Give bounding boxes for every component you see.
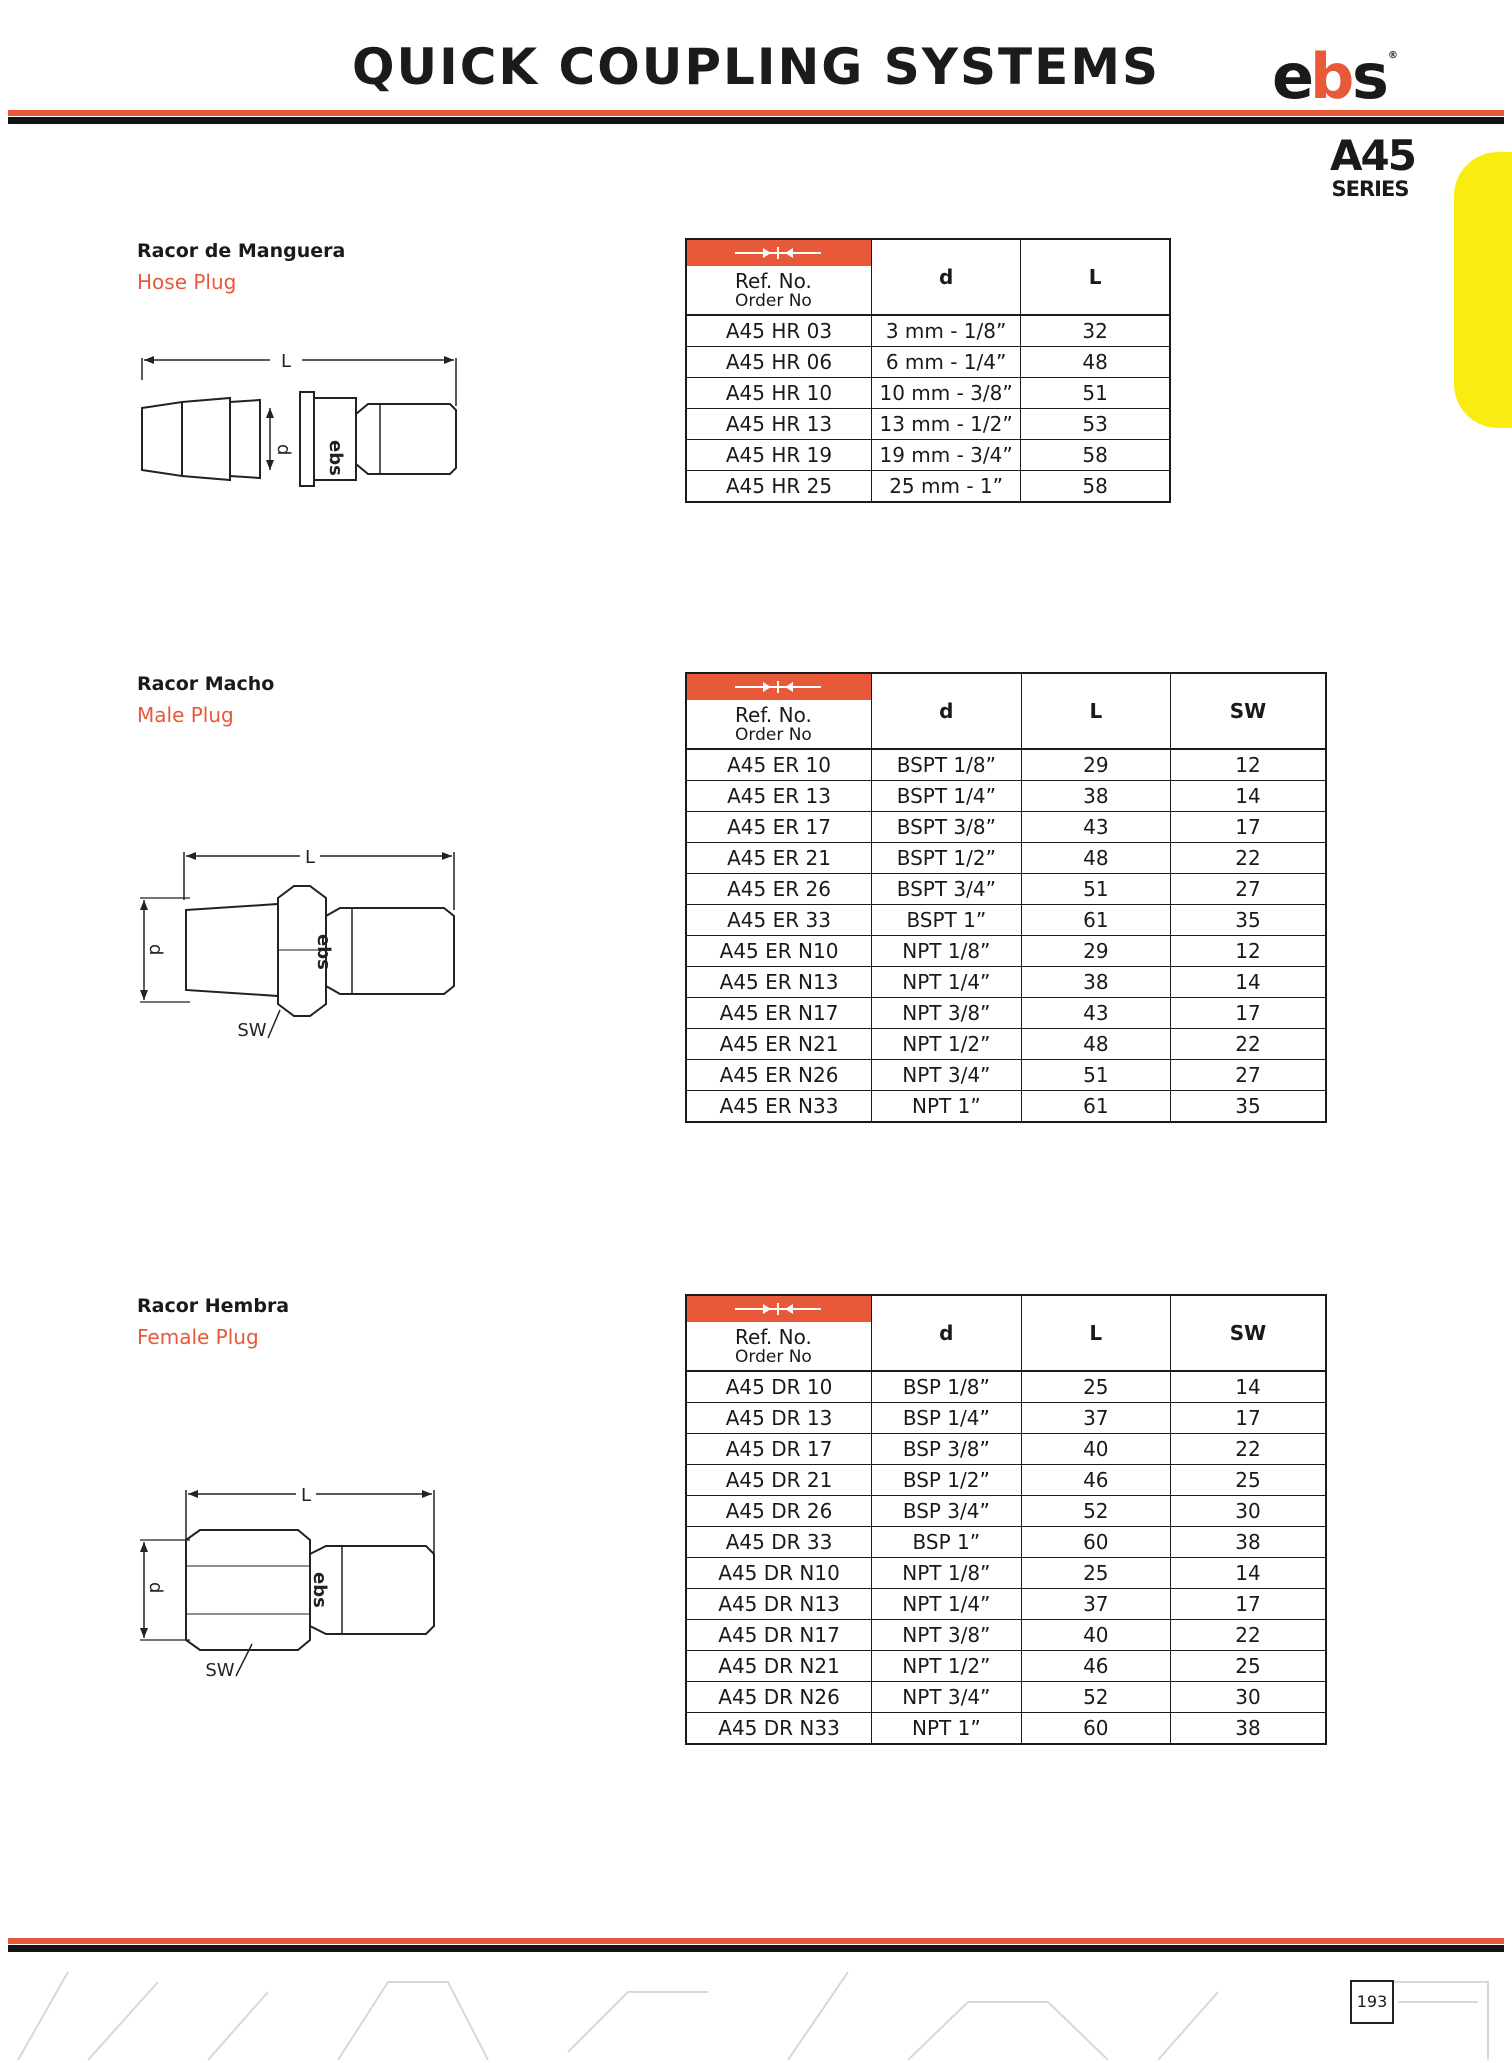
table-row bbox=[686, 471, 1170, 503]
cell-ref: A45 DR 21 bbox=[686, 1465, 872, 1496]
cell-l: 51 bbox=[1021, 378, 1170, 409]
ref-label: Ref. No. bbox=[735, 1325, 812, 1349]
ref-label: Ref. No. bbox=[735, 269, 812, 293]
cell-d: 6 mm - 1/4” bbox=[871, 347, 1020, 378]
cell-d: NPT 1/4” bbox=[872, 967, 1022, 998]
cell-d: NPT 1/4” bbox=[872, 1589, 1022, 1620]
table-row bbox=[686, 347, 1170, 378]
table-row bbox=[686, 843, 1326, 874]
cell-l: 52 bbox=[1021, 1682, 1170, 1713]
cell-d: NPT 3/8” bbox=[872, 1620, 1022, 1651]
table-row bbox=[686, 1465, 1326, 1496]
cell-ref: A45 ER 26 bbox=[686, 874, 872, 905]
cell-ref: A45 ER 33 bbox=[686, 905, 872, 936]
order-label: Order No bbox=[735, 291, 812, 311]
cell-sw: 30 bbox=[1171, 1682, 1326, 1713]
cell-d: BSPT 1” bbox=[872, 905, 1022, 936]
col-header-L: L bbox=[1021, 239, 1170, 315]
cell-sw: 22 bbox=[1171, 1434, 1326, 1465]
cell-sw: 25 bbox=[1171, 1465, 1326, 1496]
cell-sw: 38 bbox=[1171, 1713, 1326, 1745]
cell-ref: A45 ER N13 bbox=[686, 967, 872, 998]
cell-d: BSPT 1/8” bbox=[872, 749, 1022, 781]
table-row bbox=[686, 440, 1170, 471]
cell-d: BSP 1/4” bbox=[872, 1403, 1022, 1434]
cell-d: BSPT 3/8” bbox=[872, 812, 1022, 843]
table-row bbox=[686, 1403, 1326, 1434]
cell-ref: A45 HR 13 bbox=[686, 409, 871, 440]
dim-L-label: L bbox=[300, 1485, 312, 1506]
svg-text:e: e bbox=[1272, 40, 1309, 110]
cell-sw: 38 bbox=[1171, 1527, 1326, 1558]
cell-ref: A45 ER N26 bbox=[686, 1060, 872, 1091]
table-row bbox=[686, 936, 1326, 967]
table-row bbox=[686, 1060, 1326, 1091]
male-plug-drawing bbox=[130, 840, 470, 1060]
table-row bbox=[686, 1091, 1326, 1123]
cell-d: BSP 3/4” bbox=[872, 1496, 1022, 1527]
cell-l: 61 bbox=[1021, 905, 1170, 936]
hose-plug-drawing bbox=[130, 340, 470, 510]
cell-d: 13 mm - 1/2” bbox=[871, 409, 1020, 440]
cell-l: 38 bbox=[1021, 781, 1170, 812]
cell-d: BSP 1/8” bbox=[872, 1371, 1022, 1403]
svg-text:s: s bbox=[1352, 40, 1383, 110]
female-plug-drawing bbox=[130, 1480, 470, 1690]
cell-l: 37 bbox=[1021, 1589, 1170, 1620]
cell-ref: A45 ER N17 bbox=[686, 998, 872, 1029]
cell-sw: 17 bbox=[1171, 812, 1326, 843]
cell-ref: A45 ER 17 bbox=[686, 812, 872, 843]
cell-d: BSP 1” bbox=[872, 1527, 1022, 1558]
cell-ref: A45 ER N21 bbox=[686, 1029, 872, 1060]
ref-header-bar bbox=[687, 1296, 871, 1322]
dim-d-label: d bbox=[273, 444, 294, 456]
cell-ref: A45 DR N13 bbox=[686, 1589, 872, 1620]
table-row bbox=[686, 905, 1326, 936]
cell-ref: A45 HR 06 bbox=[686, 347, 871, 378]
cell-l: 61 bbox=[1021, 1091, 1170, 1123]
dim-L-label: L bbox=[304, 847, 316, 868]
cell-ref: A45 DR 13 bbox=[686, 1403, 872, 1434]
cell-sw: 27 bbox=[1171, 1060, 1326, 1091]
male-plug-table bbox=[685, 672, 1327, 1123]
cell-l: 46 bbox=[1021, 1651, 1170, 1682]
cell-sw: 17 bbox=[1171, 1589, 1326, 1620]
header-rule-orange bbox=[8, 110, 1504, 116]
cell-l: 51 bbox=[1021, 874, 1170, 905]
cell-l: 40 bbox=[1021, 1620, 1170, 1651]
series-label: SERIES bbox=[1331, 177, 1409, 201]
coupling-arrows-icon bbox=[735, 677, 821, 697]
cell-d: 10 mm - 3/8” bbox=[871, 378, 1020, 409]
ref-header-bar bbox=[687, 674, 871, 700]
ref-label: Ref. No. bbox=[735, 703, 812, 727]
table-row bbox=[686, 812, 1326, 843]
cell-l: 53 bbox=[1021, 409, 1170, 440]
cell-sw: 12 bbox=[1171, 936, 1326, 967]
table-row bbox=[686, 1496, 1326, 1527]
section-label-en: Hose Plug bbox=[137, 270, 237, 294]
cell-l: 40 bbox=[1021, 1434, 1170, 1465]
table-row bbox=[686, 1527, 1326, 1558]
cell-sw: 12 bbox=[1171, 749, 1326, 781]
table-row bbox=[686, 1434, 1326, 1465]
cell-sw: 35 bbox=[1171, 905, 1326, 936]
cell-ref: A45 HR 10 bbox=[686, 378, 871, 409]
cell-d: 25 mm - 1” bbox=[871, 471, 1020, 503]
female-plug-table bbox=[685, 1294, 1327, 1745]
cell-l: 32 bbox=[1021, 315, 1170, 347]
footer-rule-orange bbox=[8, 1938, 1504, 1944]
section-tab bbox=[1454, 152, 1512, 428]
cell-ref: A45 ER N10 bbox=[686, 936, 872, 967]
cell-d: NPT 3/4” bbox=[872, 1060, 1022, 1091]
cell-d: NPT 3/8” bbox=[872, 998, 1022, 1029]
cell-l: 38 bbox=[1021, 967, 1170, 998]
ref-header bbox=[686, 1295, 872, 1371]
cell-l: 58 bbox=[1021, 440, 1170, 471]
cell-l: 29 bbox=[1021, 749, 1170, 781]
cell-sw: 17 bbox=[1171, 1403, 1326, 1434]
svg-text:®: ® bbox=[1388, 50, 1398, 61]
cell-d: NPT 1” bbox=[872, 1091, 1022, 1123]
cell-ref: A45 DR N10 bbox=[686, 1558, 872, 1589]
cell-l: 48 bbox=[1021, 843, 1170, 874]
cell-l: 25 bbox=[1021, 1558, 1170, 1589]
cell-d: 3 mm - 1/8” bbox=[871, 315, 1020, 347]
table-row bbox=[686, 378, 1170, 409]
cell-ref: A45 DR 26 bbox=[686, 1496, 872, 1527]
cell-sw: 35 bbox=[1171, 1091, 1326, 1123]
cell-l: 60 bbox=[1021, 1527, 1170, 1558]
cell-l: 43 bbox=[1021, 998, 1170, 1029]
col-header-d: d bbox=[871, 239, 1020, 315]
cell-ref: A45 DR 10 bbox=[725, 1374, 833, 1399]
cell-ref: A45 ER N33 bbox=[686, 1091, 872, 1123]
cell-ref: A45 DR 17 bbox=[686, 1434, 872, 1465]
table-row bbox=[686, 998, 1326, 1029]
cell-d: NPT 1/2” bbox=[872, 1029, 1022, 1060]
ref-header bbox=[686, 673, 872, 749]
table-row bbox=[686, 315, 1170, 347]
table-row bbox=[686, 1589, 1326, 1620]
dim-SW-label: SW bbox=[205, 1660, 235, 1681]
footer-rule-black bbox=[8, 1945, 1504, 1952]
cell-ref: A45 HR 25 bbox=[686, 471, 871, 503]
cell-l: 37 bbox=[1021, 1403, 1170, 1434]
dim-d-label: d bbox=[145, 1582, 166, 1594]
table-row bbox=[686, 1620, 1326, 1651]
brand-mark: ebs bbox=[325, 440, 346, 476]
coupling-arrows-icon bbox=[735, 243, 821, 263]
cell-d: BSP 1/2” bbox=[872, 1465, 1022, 1496]
series-code: A45 bbox=[1330, 131, 1415, 180]
cell-d: NPT 1/8” bbox=[872, 1558, 1022, 1589]
ref-header-bar bbox=[687, 240, 871, 266]
cell-d: 19 mm - 3/4” bbox=[871, 440, 1020, 471]
cell-sw: 22 bbox=[1171, 1620, 1326, 1651]
cell-ref: A45 ER 21 bbox=[686, 843, 872, 874]
table-row bbox=[686, 1682, 1326, 1713]
col-header-d: d bbox=[872, 1295, 1022, 1371]
table-row bbox=[686, 781, 1326, 812]
header-rule-black bbox=[8, 117, 1504, 124]
brand-mark: ebs bbox=[309, 1572, 330, 1608]
cell-l: 58 bbox=[1021, 471, 1170, 503]
table-row bbox=[686, 1651, 1326, 1682]
cell-l: 48 bbox=[1021, 1029, 1170, 1060]
dim-L-label: L bbox=[280, 351, 292, 372]
cell-ref: A45 DR 33 bbox=[686, 1527, 872, 1558]
cell-ref: A45 DR N21 bbox=[686, 1651, 872, 1682]
cell-d: BSPT 1/2” bbox=[872, 843, 1022, 874]
svg-text:b: b bbox=[1310, 40, 1349, 110]
cell-l: 29 bbox=[1021, 936, 1170, 967]
page-title: QUICK COUPLING SYSTEMS bbox=[351, 38, 1160, 96]
order-label: Order No bbox=[735, 1347, 812, 1367]
section-label-en: Male Plug bbox=[137, 703, 234, 727]
cell-sw: 14 bbox=[1171, 1371, 1326, 1403]
dim-SW-label: SW bbox=[237, 1020, 267, 1041]
section-label-es: Racor Macho bbox=[137, 673, 275, 695]
cell-l: 46 bbox=[1021, 1465, 1170, 1496]
cell-sw: 25 bbox=[1171, 1651, 1326, 1682]
cell-d: NPT 1/2” bbox=[872, 1651, 1022, 1682]
cell-sw: 22 bbox=[1171, 1029, 1326, 1060]
coupling-arrows-icon bbox=[735, 1299, 821, 1319]
cell-ref: A45 HR 19 bbox=[686, 440, 871, 471]
order-label: Order No bbox=[735, 725, 812, 745]
hose-plug-table bbox=[685, 238, 1171, 503]
cell-l: 25 bbox=[1021, 1371, 1170, 1403]
ebs-logo bbox=[1270, 40, 1400, 110]
section-label-en: Female Plug bbox=[137, 1325, 259, 1349]
section-label-es: Racor Hembra bbox=[137, 1295, 290, 1317]
cell-sw: 22 bbox=[1171, 843, 1326, 874]
col-header-d: d bbox=[872, 673, 1022, 749]
col-header-L: L bbox=[1021, 673, 1170, 749]
cell-ref: A45 DR N33 bbox=[686, 1713, 872, 1745]
cell-l: 43 bbox=[1021, 812, 1170, 843]
cell-ref: A45 ER 10 bbox=[727, 752, 831, 777]
table-row bbox=[686, 749, 1326, 781]
cell-l: 48 bbox=[1021, 347, 1170, 378]
cell-d: NPT 1” bbox=[872, 1713, 1022, 1745]
cell-sw: 14 bbox=[1171, 1558, 1326, 1589]
table-row bbox=[686, 1029, 1326, 1060]
table-row bbox=[686, 874, 1326, 905]
cell-d: BSPT 1/4” bbox=[872, 781, 1022, 812]
cell-sw: 17 bbox=[1171, 998, 1326, 1029]
cell-sw: 30 bbox=[1171, 1496, 1326, 1527]
table-row bbox=[686, 409, 1170, 440]
cell-sw: 27 bbox=[1171, 874, 1326, 905]
col-header-L: L bbox=[1021, 1295, 1170, 1371]
cell-d: BSPT 3/4” bbox=[872, 874, 1022, 905]
section-label-es: Racor de Manguera bbox=[137, 240, 346, 262]
cell-d: NPT 1/8” bbox=[872, 936, 1022, 967]
table-row bbox=[686, 967, 1326, 998]
cell-ref: A45 ER 13 bbox=[686, 781, 872, 812]
cell-ref: A45 DR N26 bbox=[686, 1682, 872, 1713]
cell-sw: 14 bbox=[1171, 967, 1326, 998]
cell-d: BSP 3/8” bbox=[872, 1434, 1022, 1465]
technical-drawing-background bbox=[8, 1952, 1504, 2060]
ref-header bbox=[686, 239, 871, 315]
brand-mark: ebs bbox=[313, 934, 334, 970]
col-header-SW: SW bbox=[1171, 673, 1326, 749]
cell-ref: A45 DR N17 bbox=[686, 1620, 872, 1651]
cell-d: NPT 3/4” bbox=[872, 1682, 1022, 1713]
cell-ref: A45 HR 03 bbox=[725, 318, 833, 343]
page-number: 193 bbox=[1350, 1980, 1394, 2024]
cell-sw: 14 bbox=[1171, 781, 1326, 812]
cell-l: 60 bbox=[1021, 1713, 1170, 1745]
cell-l: 51 bbox=[1021, 1060, 1170, 1091]
col-header-SW: SW bbox=[1171, 1295, 1326, 1371]
table-row bbox=[686, 1371, 1326, 1403]
dim-d-label: d bbox=[145, 944, 166, 956]
table-row bbox=[686, 1558, 1326, 1589]
table-row bbox=[686, 1713, 1326, 1745]
cell-l: 52 bbox=[1021, 1496, 1170, 1527]
